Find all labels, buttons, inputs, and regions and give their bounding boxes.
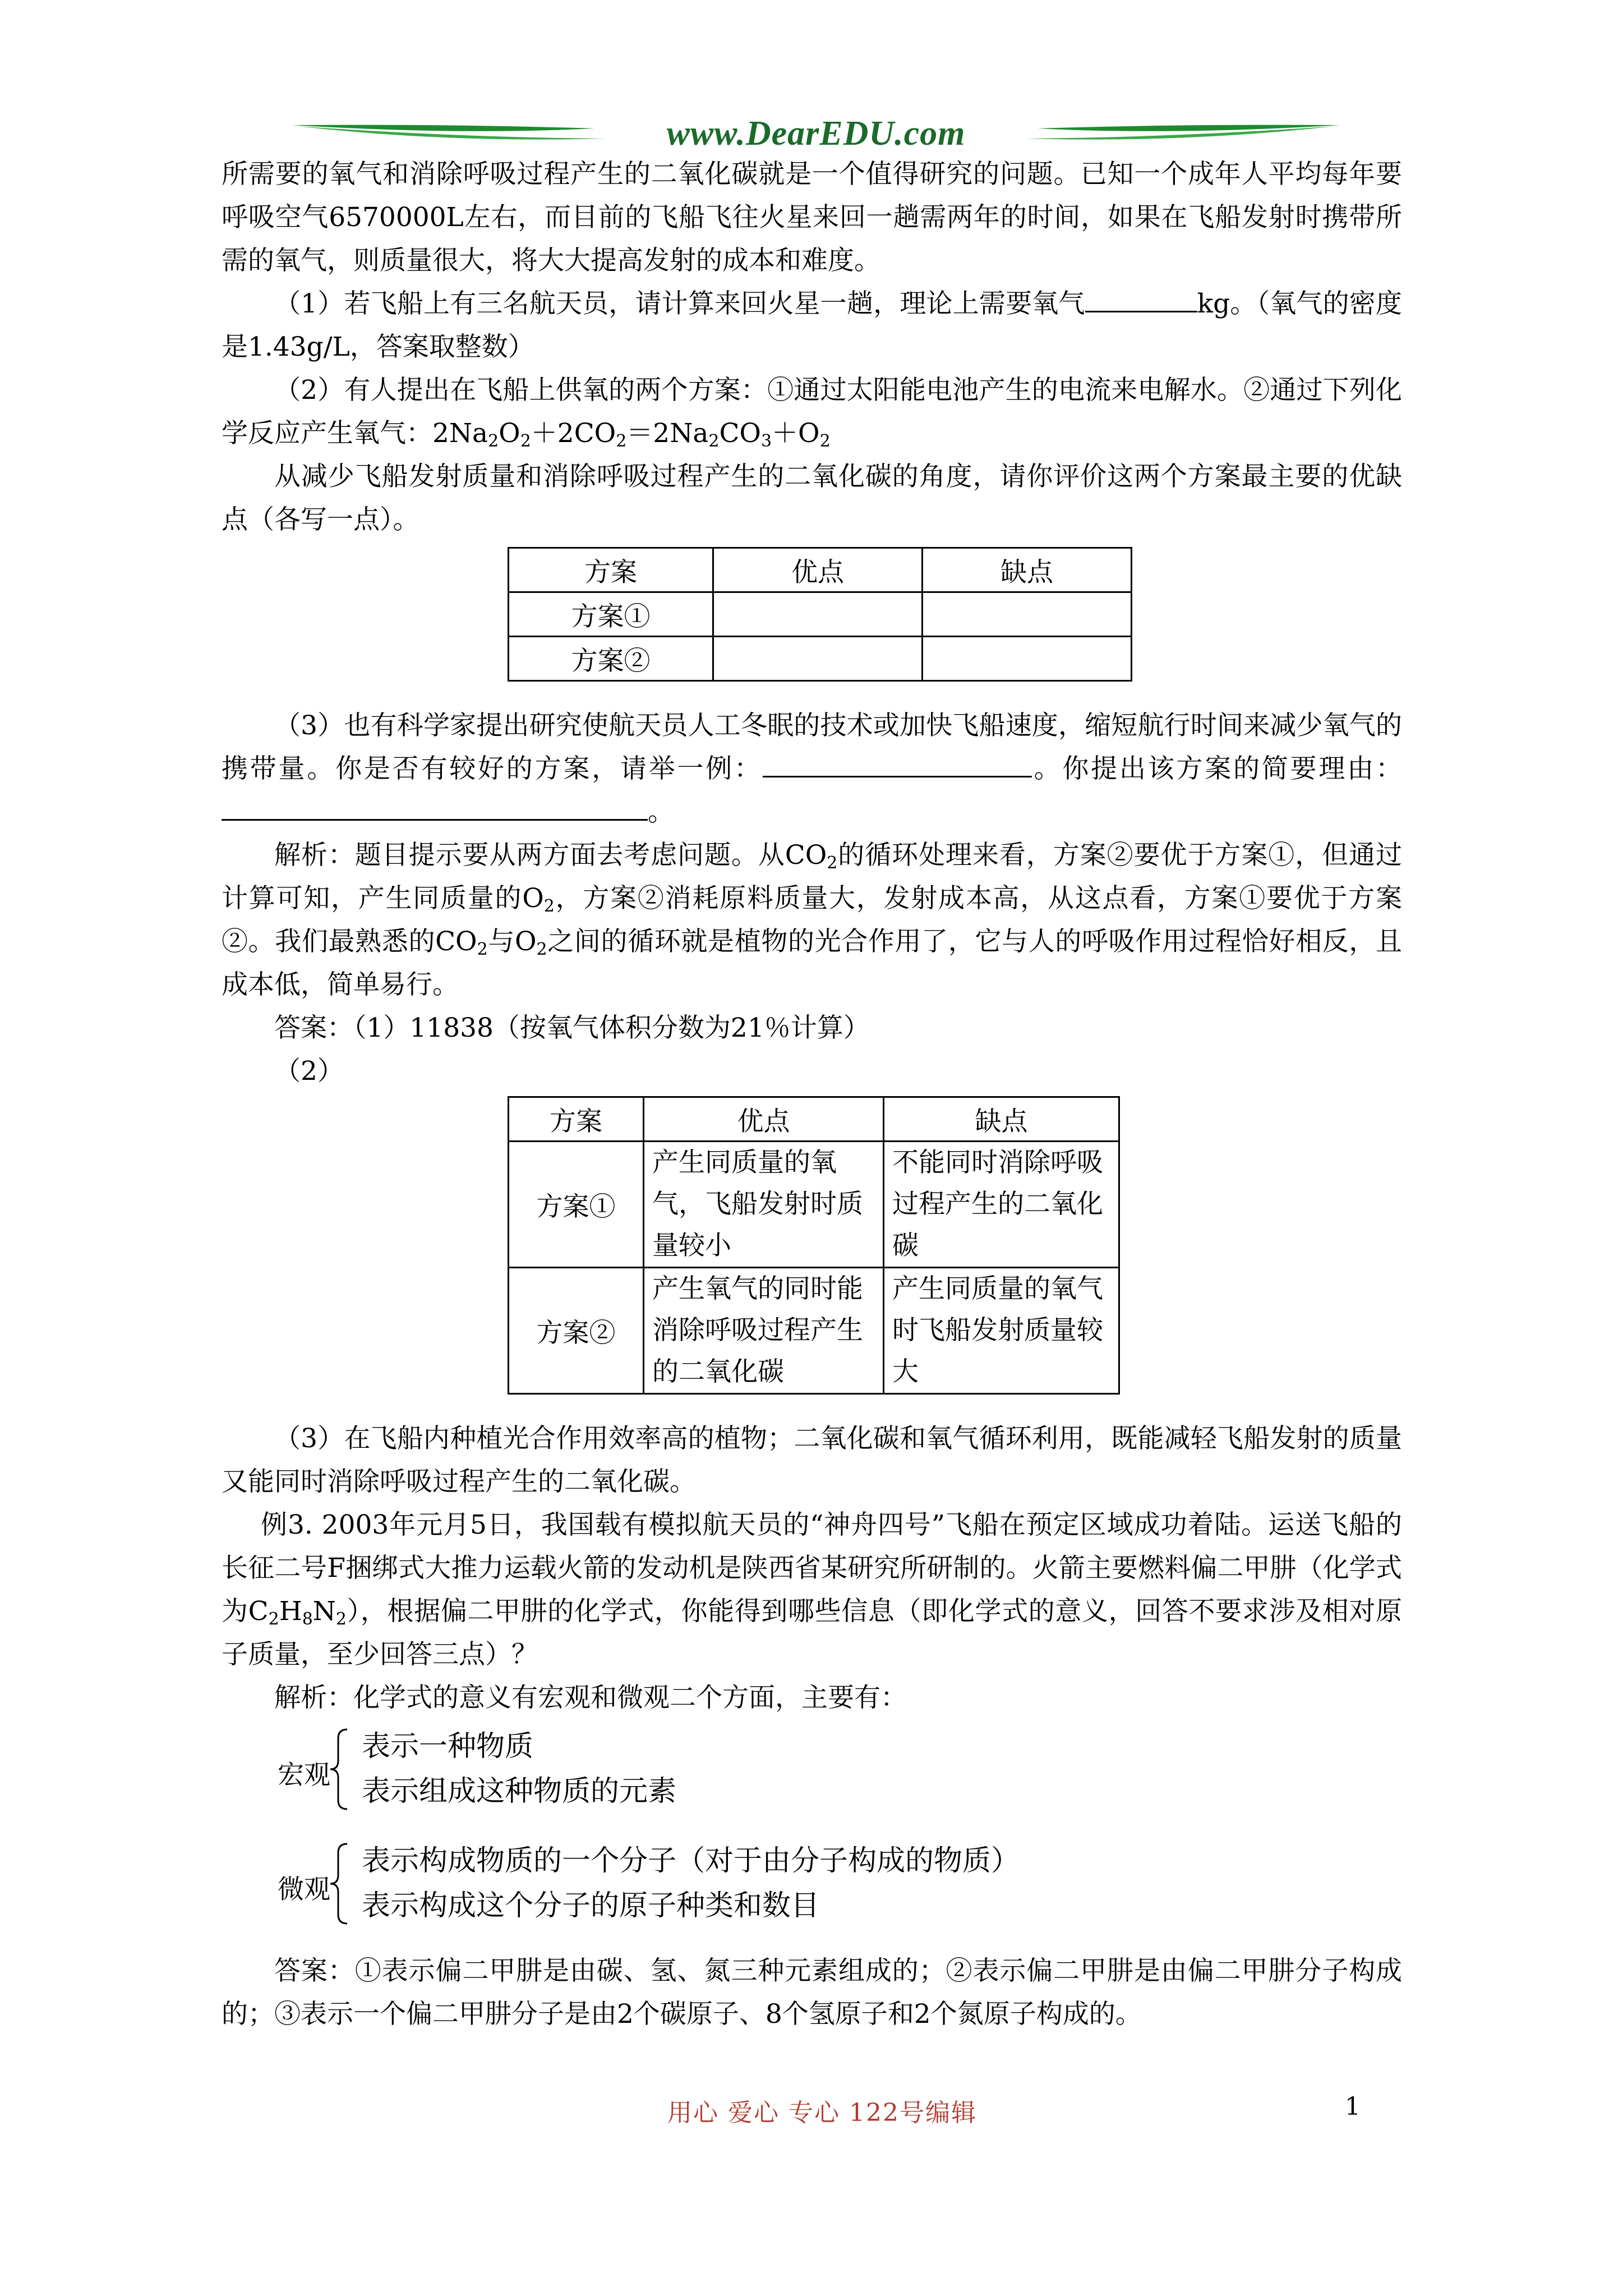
paragraph: 从减少飞船发射质量和消除呼吸过程产生的二氧化碳的角度，请你评价这两个方案最主要的优缺点（各写一点）。 [222,461,1402,535]
table-cell[interactable] [713,637,923,681]
question-2: （2）有人提出在飞船上供氧的两个方案：①通过太阳能电池产生的电流来电解水。②通过下列化学反应产生氧气：$2Na_2O_2+2CO_2=2Na_2CO_3+O_2$ [222,375,1402,451]
table-cell[interactable] [713,592,923,637]
micro-meaning [222,1837,1402,1932]
table-cell[interactable] [923,592,1132,637]
table-row [509,1142,1119,1268]
answer-3: （3）在飞船内种植光合作用效率高的植物；二氧化碳和氧气循环利用，既能减轻飞船发射的质量又能同时消除呼吸过程产生的二氧化碳。 [222,1423,1402,1497]
table-cell: 方案① [509,1142,644,1268]
table-header: 缺点 [923,548,1132,592]
document-body [222,153,1402,2036]
left-brace-icon [328,1842,351,1926]
table-cell: 产生同质量的氧气时飞船发射质量较大 [884,1268,1119,1394]
table-cell: 方案② [509,637,713,681]
footer-text: 用心 爱心 专心 122号编辑 [667,2099,977,2127]
table-row [509,1268,1119,1394]
table-header: 优点 [644,1097,884,1142]
table-row [509,592,1132,637]
answer-2-label: （2） [274,1056,344,1087]
paragraph: 所需要的氧气和消除呼吸过程产生的二氧化碳就是一个值得研究的问题。已知一个成年人平均每年要呼吸空气6570000L左右，而目前的飞船飞往火星来回一趟需两年的时间，如果在飞船发射时携带所需的氧气，则质量很大，将大大提高发射的成本和难度。 [222,159,1402,276]
table-header: 方案 [509,548,713,592]
example-3: 例3. 2003年元月5日，我国载有模拟航天员的“神舟四号”飞船在预定区域成功着陆。运送飞船的长征二号F捆绑式大推力运载火箭的发动机是陕西省某研究所研制的。火箭主要燃料偏二甲肼（化学式为$C_2H_8N_2$），根据偏二甲肼的化学式，你能得到哪些信息（即化学式的意义，回答不要求涉及相对原子质量，至少回答三点）？ [222,1510,1403,1670]
example-3-analysis: 解析：化学式的意义有宏观和微观二个方面，主要有： [274,1682,907,1713]
answer-blank[interactable] [1085,286,1197,312]
table-row [509,637,1132,681]
page-footer [0,2092,1623,2132]
macro-item: 表示组成这种物质的元素 [362,1775,677,1808]
site-title[interactable]: www.DearEDU.com [666,114,966,153]
macro-label: 宏观 [278,1760,330,1791]
blank-table [508,547,1132,682]
answer-1: 答案：（1）11838（按氧气体积分数为21％计算） [274,1013,870,1043]
macro-meaning [222,1723,1402,1818]
answer-table [508,1096,1120,1395]
table-cell: 方案② [509,1268,644,1394]
table-cell: 方案① [509,592,713,637]
table-cell: 产生同质量的氧气，飞船发射时质量较小 [644,1142,884,1268]
table-header: 方案 [509,1097,644,1142]
left-brace-icon [328,1727,351,1811]
page-number: 1 [1345,2092,1361,2121]
table-cell: 不能同时消除呼吸过程产生的二氧化碳 [884,1142,1119,1268]
question-1: （1）若飞船上有三名航天员，请计算来回火星一趟，理论上需要氧气 kg。（氧气的密度是1.43g/L，答案取整数） [222,282,1402,369]
macro-item: 表示一种物质 [362,1730,534,1763]
table-cell[interactable] [923,637,1132,681]
table-header: 缺点 [884,1097,1119,1142]
answer-blank[interactable] [763,751,1032,777]
answer-blank[interactable] [222,794,648,821]
table-header: 优点 [713,548,923,592]
micro-item: 表示构成物质的一个分子（对于由分子构成的物质） [362,1844,1020,1878]
micro-label: 微观 [278,1874,330,1905]
analysis: 解析：题目提示要从两方面去考虑问题。从$CO_2$的循环处理来看，方案②要优于方案①，但通过计算可知，产生同质量的$O_2$，方案②消耗原料质量大，发射成本高，从这点看，方案①要优于方案②。我们最熟悉的$CO_2$与$O_2$之间的循环就是植物的光合作用了，它与人的呼吸作用过程恰好相反，且成本低，简单易行。 [222,840,1402,1000]
table-cell: 产生氧气的同时能消除呼吸过程产生的二氧化碳 [644,1268,884,1394]
question-3: （3）也有科学家提出研究使航天员人工冬眠的技术或加快飞船速度，缩短航行时间来减少氧气的携带量。你是否有较好的方案，请举一例： 。你提出该方案的简要理由：。 [222,710,1402,827]
micro-item: 表示构成这个分子的原子种类和数目 [362,1889,820,1922]
example-3-answer: 答案：①表示偏二甲肼是由碳、氢、氮三种元素组成的；②表示偏二甲肼是由偏二甲肼分子构成的；③表示一个偏二甲肼分子是由2个碳原子、8个氢原子和2个氮原子构成的。 [222,1955,1402,2030]
